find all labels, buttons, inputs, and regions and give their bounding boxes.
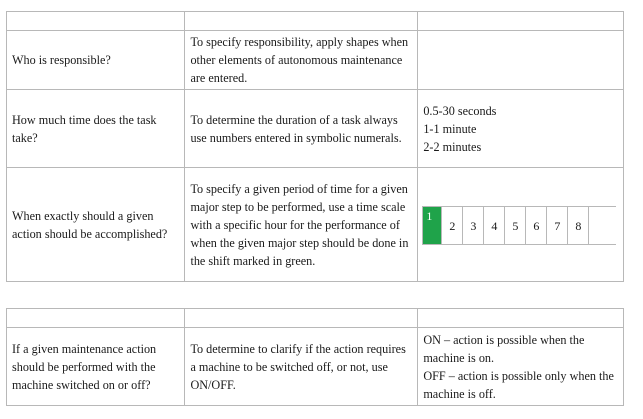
- time-scale-hour-7: 7: [547, 207, 568, 244]
- table-header-row: [7, 309, 624, 328]
- on-off-example-line: ON – action is possible when the machine is on.: [423, 332, 585, 365]
- instruction-cell: To determine to clarify if the action requires a machine to be switched off, or not, use ON/OFF.: [185, 328, 418, 406]
- example-cell: [418, 31, 624, 90]
- question-cell: How much time does the task take?: [7, 90, 185, 168]
- table-row-responsibility: [7, 31, 624, 90]
- duration-example-line: 2-2 minutes: [423, 139, 482, 154]
- duration-example-line: 0.5-30 seconds: [423, 103, 497, 118]
- instruction-table-2: [6, 308, 624, 406]
- example-cell: [418, 90, 624, 168]
- table-header-row: [7, 12, 624, 31]
- time-scale-hour-2: 2: [442, 207, 463, 244]
- instruction-cell: To determine the duration of a task always use numbers entered in symbolic numerals.: [185, 90, 418, 168]
- on-off-example-line: OFF – action is possible only when the machine is off.: [423, 368, 614, 401]
- time-scale-hour-4: 4: [484, 207, 505, 244]
- time-scale-hour-6: 6: [526, 207, 547, 244]
- question-cell: When exactly should a given action should be accomplished?: [7, 168, 185, 282]
- time-scale-hour-3: 3: [463, 207, 484, 244]
- instruction-cell: To specify responsibility, apply shapes when other elements of autonomous maintenance are entered.: [185, 31, 418, 90]
- instruction-cell: To specify a given period of time for a given major step to be performed, use a time scale with a specific hour for the performance of when the given major step should be done in the shift marked in green.: [185, 168, 418, 282]
- example-cell: [418, 168, 624, 282]
- table-row-on-off: [7, 328, 624, 406]
- table-row-timing: [7, 168, 624, 282]
- question-cell: If a given maintenance action should be performed with the machine switched on or off?: [7, 328, 185, 406]
- table-row-duration: [7, 90, 624, 168]
- time-scale-hour-5: 5: [505, 207, 526, 244]
- shift-time-scale: [422, 206, 616, 245]
- duration-example-line: 1-1 minute: [423, 121, 477, 136]
- example-cell: [418, 328, 624, 406]
- instruction-table-1: [6, 11, 624, 282]
- time-scale-hour-1: 1: [422, 207, 442, 244]
- time-scale-trailing-cell: [589, 207, 605, 244]
- time-scale-hour-8: 8: [568, 207, 589, 244]
- question-cell: Who is responsible?: [7, 31, 185, 90]
